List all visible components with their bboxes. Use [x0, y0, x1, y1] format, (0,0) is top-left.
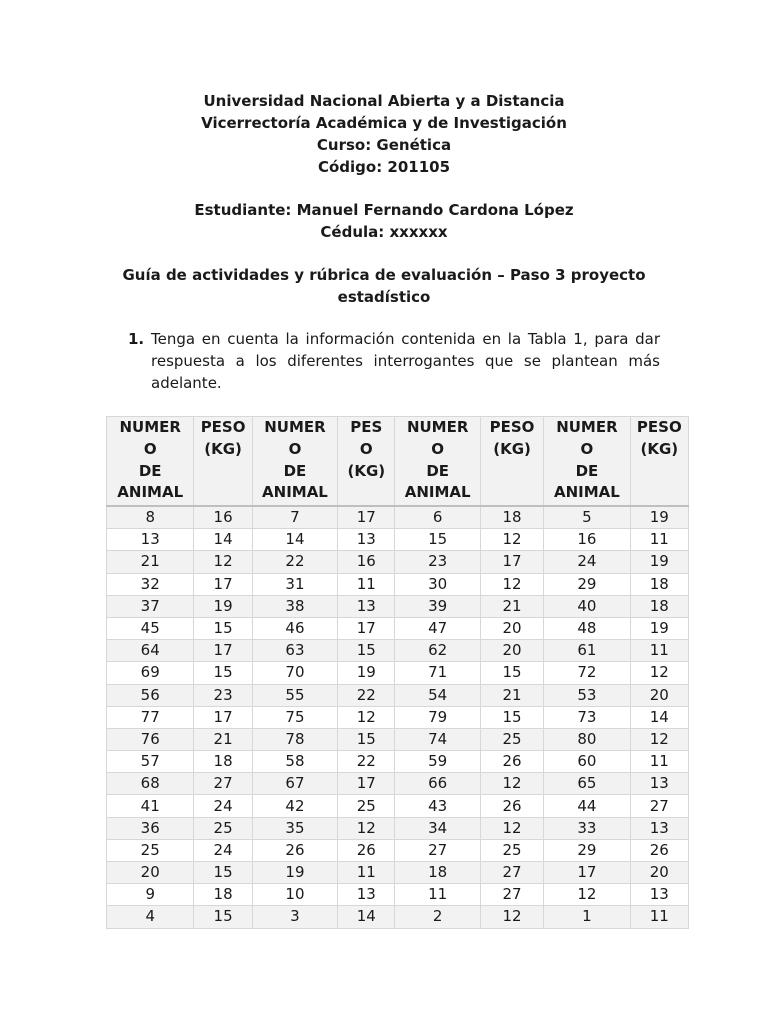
- table-body: [107, 506, 689, 928]
- animal-number-cell: 73: [544, 706, 630, 728]
- animal-number-cell: 26: [252, 839, 337, 861]
- header-animal-number: NUMER O DE ANIMAL: [107, 417, 194, 507]
- weight-cell: 15: [194, 662, 252, 684]
- course-code: Código: 201105: [317, 158, 451, 176]
- animal-number-cell: 80: [544, 728, 630, 750]
- table-row: [107, 862, 689, 884]
- animal-number-cell: 9: [107, 884, 194, 906]
- weight-cell: 13: [338, 884, 395, 906]
- table-row: [107, 595, 689, 617]
- animal-number-cell: 21: [107, 551, 194, 573]
- animal-number-cell: 13: [107, 529, 194, 551]
- animal-number-cell: 16: [544, 529, 630, 551]
- instruction-item: [128, 328, 660, 394]
- animal-number-cell: 19: [252, 862, 337, 884]
- weight-cell: 20: [480, 640, 543, 662]
- weight-cell: 25: [480, 839, 543, 861]
- weight-cell: 11: [630, 906, 688, 928]
- header-animal-number: NUMER O DE ANIMAL: [395, 417, 480, 507]
- animal-number-cell: 14: [252, 529, 337, 551]
- weight-cell: 26: [480, 751, 543, 773]
- table-row: [107, 662, 689, 684]
- table-row: [107, 506, 689, 529]
- animal-number-cell: 72: [544, 662, 630, 684]
- animal-number-cell: 48: [544, 617, 630, 639]
- weight-cell: 18: [194, 884, 252, 906]
- weight-cell: 18: [480, 506, 543, 529]
- weight-cell: 23: [194, 684, 252, 706]
- animal-number-cell: 29: [544, 839, 630, 861]
- table-row: [107, 884, 689, 906]
- weight-cell: 11: [338, 573, 395, 595]
- weight-cell: 24: [194, 839, 252, 861]
- weight-cell: 14: [338, 906, 395, 928]
- animal-number-cell: 36: [107, 817, 194, 839]
- weight-cell: 11: [630, 751, 688, 773]
- animal-number-cell: 53: [544, 684, 630, 706]
- header-weight: PESO (KG): [630, 417, 688, 507]
- weight-cell: 11: [630, 529, 688, 551]
- animal-number-cell: 33: [544, 817, 630, 839]
- weight-cell: 16: [338, 551, 395, 573]
- animal-number-cell: 77: [107, 706, 194, 728]
- student-name: Estudiante: Manuel Fernando Cardona López: [194, 201, 574, 219]
- weight-cell: 26: [630, 839, 688, 861]
- animal-number-cell: 69: [107, 662, 194, 684]
- animal-number-cell: 2: [395, 906, 480, 928]
- weight-cell: 25: [194, 817, 252, 839]
- vicerrectoria: Vicerrectoría Académica y de Investigación: [201, 114, 567, 132]
- weight-cell: 21: [480, 595, 543, 617]
- animal-number-cell: 24: [544, 551, 630, 573]
- table-row: [107, 751, 689, 773]
- animal-number-cell: 45: [107, 617, 194, 639]
- animal-number-cell: 44: [544, 795, 630, 817]
- guide-title: Guía de actividades y rúbrica de evaluación – Paso 3 proyecto estadístico: [122, 266, 646, 306]
- weight-cell: 18: [630, 573, 688, 595]
- weight-cell: 21: [480, 684, 543, 706]
- weight-cell: 25: [480, 728, 543, 750]
- table-row: [107, 617, 689, 639]
- weight-cell: 12: [480, 529, 543, 551]
- animal-number-cell: 39: [395, 595, 480, 617]
- weight-cell: 13: [630, 884, 688, 906]
- animal-weight-table: [106, 416, 689, 929]
- animal-number-cell: 56: [107, 684, 194, 706]
- animal-number-cell: 62: [395, 640, 480, 662]
- weight-cell: 17: [338, 617, 395, 639]
- animal-number-cell: 74: [395, 728, 480, 750]
- animal-number-cell: 38: [252, 595, 337, 617]
- animal-number-cell: 6: [395, 506, 480, 529]
- animal-number-cell: 54: [395, 684, 480, 706]
- weight-cell: 12: [630, 662, 688, 684]
- weight-cell: 22: [338, 684, 395, 706]
- weight-cell: 11: [338, 862, 395, 884]
- header-animal-number: NUMER O DE ANIMAL: [544, 417, 630, 507]
- weight-cell: 17: [338, 773, 395, 795]
- table-row: [107, 529, 689, 551]
- weight-cell: 17: [194, 640, 252, 662]
- weight-cell: 13: [630, 817, 688, 839]
- header-animal-number: NUMER O DE ANIMAL: [252, 417, 337, 507]
- animal-number-cell: 78: [252, 728, 337, 750]
- weight-cell: 13: [338, 529, 395, 551]
- weight-cell: 21: [194, 728, 252, 750]
- weight-cell: 17: [480, 551, 543, 573]
- animal-number-cell: 76: [107, 728, 194, 750]
- weight-cell: 18: [630, 595, 688, 617]
- instruction-number: 1.: [128, 330, 145, 348]
- weight-cell: 15: [194, 906, 252, 928]
- weight-cell: 27: [630, 795, 688, 817]
- course-name: Curso: Genética: [316, 136, 452, 154]
- animal-number-cell: 11: [395, 884, 480, 906]
- weight-cell: 11: [630, 640, 688, 662]
- weight-cell: 19: [338, 662, 395, 684]
- weight-cell: 27: [480, 884, 543, 906]
- instruction-text: Tenga en cuenta la información contenida en la Tabla 1, para dar respuesta a los diferentes interrogantes que se plantean más adelante.: [151, 330, 660, 392]
- animal-number-cell: 40: [544, 595, 630, 617]
- weight-cell: 19: [630, 617, 688, 639]
- weight-cell: 15: [194, 617, 252, 639]
- animal-number-cell: 58: [252, 751, 337, 773]
- weight-cell: 15: [194, 862, 252, 884]
- animal-number-cell: 46: [252, 617, 337, 639]
- weight-cell: 12: [480, 906, 543, 928]
- header-weight: PESO (KG): [480, 417, 543, 507]
- weight-cell: 22: [338, 751, 395, 773]
- weight-cell: 13: [630, 773, 688, 795]
- animal-number-cell: 43: [395, 795, 480, 817]
- university-name: Universidad Nacional Abierta y a Distancia: [203, 92, 565, 110]
- weight-cell: 16: [194, 506, 252, 529]
- animal-number-cell: 67: [252, 773, 337, 795]
- weight-cell: 14: [194, 529, 252, 551]
- weight-cell: 19: [630, 551, 688, 573]
- weight-cell: 15: [338, 640, 395, 662]
- animal-number-cell: 17: [544, 862, 630, 884]
- weight-cell: 20: [630, 862, 688, 884]
- weight-cell: 19: [630, 506, 688, 529]
- animal-number-cell: 32: [107, 573, 194, 595]
- weight-cell: 18: [194, 751, 252, 773]
- table-header-row: [107, 417, 689, 507]
- animal-number-cell: 66: [395, 773, 480, 795]
- weight-cell: 19: [194, 595, 252, 617]
- weight-cell: 26: [338, 839, 395, 861]
- table-row: [107, 795, 689, 817]
- header-weight: PESO (KG): [194, 417, 252, 507]
- weight-cell: 17: [338, 506, 395, 529]
- weight-cell: 26: [480, 795, 543, 817]
- header-weight: PES O (KG): [338, 417, 395, 507]
- animal-number-cell: 47: [395, 617, 480, 639]
- table-row: [107, 573, 689, 595]
- weight-cell: 12: [480, 573, 543, 595]
- weight-cell: 27: [480, 862, 543, 884]
- table-row: [107, 551, 689, 573]
- animal-number-cell: 12: [544, 884, 630, 906]
- animal-number-cell: 75: [252, 706, 337, 728]
- animal-number-cell: 60: [544, 751, 630, 773]
- animal-number-cell: 1: [544, 906, 630, 928]
- weight-cell: 24: [194, 795, 252, 817]
- weight-cell: 12: [194, 551, 252, 573]
- animal-number-cell: 68: [107, 773, 194, 795]
- animal-number-cell: 79: [395, 706, 480, 728]
- animal-number-cell: 7: [252, 506, 337, 529]
- animal-number-cell: 3: [252, 906, 337, 928]
- animal-number-cell: 8: [107, 506, 194, 529]
- weight-cell: 20: [630, 684, 688, 706]
- animal-number-cell: 29: [544, 573, 630, 595]
- document-header: [0, 90, 768, 308]
- animal-number-cell: 63: [252, 640, 337, 662]
- table-row: [107, 839, 689, 861]
- animal-number-cell: 61: [544, 640, 630, 662]
- weight-cell: 12: [630, 728, 688, 750]
- animal-number-cell: 35: [252, 817, 337, 839]
- weight-cell: 12: [338, 706, 395, 728]
- animal-number-cell: 15: [395, 529, 480, 551]
- weight-cell: 13: [338, 595, 395, 617]
- table-row: [107, 817, 689, 839]
- weight-cell: 20: [480, 617, 543, 639]
- animal-number-cell: 22: [252, 551, 337, 573]
- weight-cell: 12: [480, 773, 543, 795]
- table-row: [107, 684, 689, 706]
- table-row: [107, 773, 689, 795]
- weight-cell: 12: [480, 817, 543, 839]
- animal-number-cell: 27: [395, 839, 480, 861]
- weight-cell: 27: [194, 773, 252, 795]
- student-id: Cédula: xxxxxx: [320, 223, 448, 241]
- animal-number-cell: 71: [395, 662, 480, 684]
- animal-number-cell: 42: [252, 795, 337, 817]
- weight-cell: 17: [194, 573, 252, 595]
- weight-cell: 15: [480, 662, 543, 684]
- animal-number-cell: 65: [544, 773, 630, 795]
- animal-number-cell: 55: [252, 684, 337, 706]
- animal-number-cell: 23: [395, 551, 480, 573]
- animal-number-cell: 20: [107, 862, 194, 884]
- animal-number-cell: 64: [107, 640, 194, 662]
- animal-number-cell: 10: [252, 884, 337, 906]
- animal-number-cell: 59: [395, 751, 480, 773]
- weight-cell: 25: [338, 795, 395, 817]
- weight-cell: 17: [194, 706, 252, 728]
- animal-number-cell: 31: [252, 573, 337, 595]
- animal-number-cell: 57: [107, 751, 194, 773]
- weight-cell: 15: [480, 706, 543, 728]
- animal-number-cell: 25: [107, 839, 194, 861]
- table-row: [107, 906, 689, 928]
- animal-number-cell: 5: [544, 506, 630, 529]
- animal-number-cell: 34: [395, 817, 480, 839]
- animal-number-cell: 4: [107, 906, 194, 928]
- weight-cell: 12: [338, 817, 395, 839]
- table-row: [107, 728, 689, 750]
- weight-cell: 14: [630, 706, 688, 728]
- animal-number-cell: 70: [252, 662, 337, 684]
- table-row: [107, 706, 689, 728]
- weight-cell: 15: [338, 728, 395, 750]
- table-row: [107, 640, 689, 662]
- animal-number-cell: 37: [107, 595, 194, 617]
- animal-number-cell: 41: [107, 795, 194, 817]
- animal-number-cell: 18: [395, 862, 480, 884]
- animal-number-cell: 30: [395, 573, 480, 595]
